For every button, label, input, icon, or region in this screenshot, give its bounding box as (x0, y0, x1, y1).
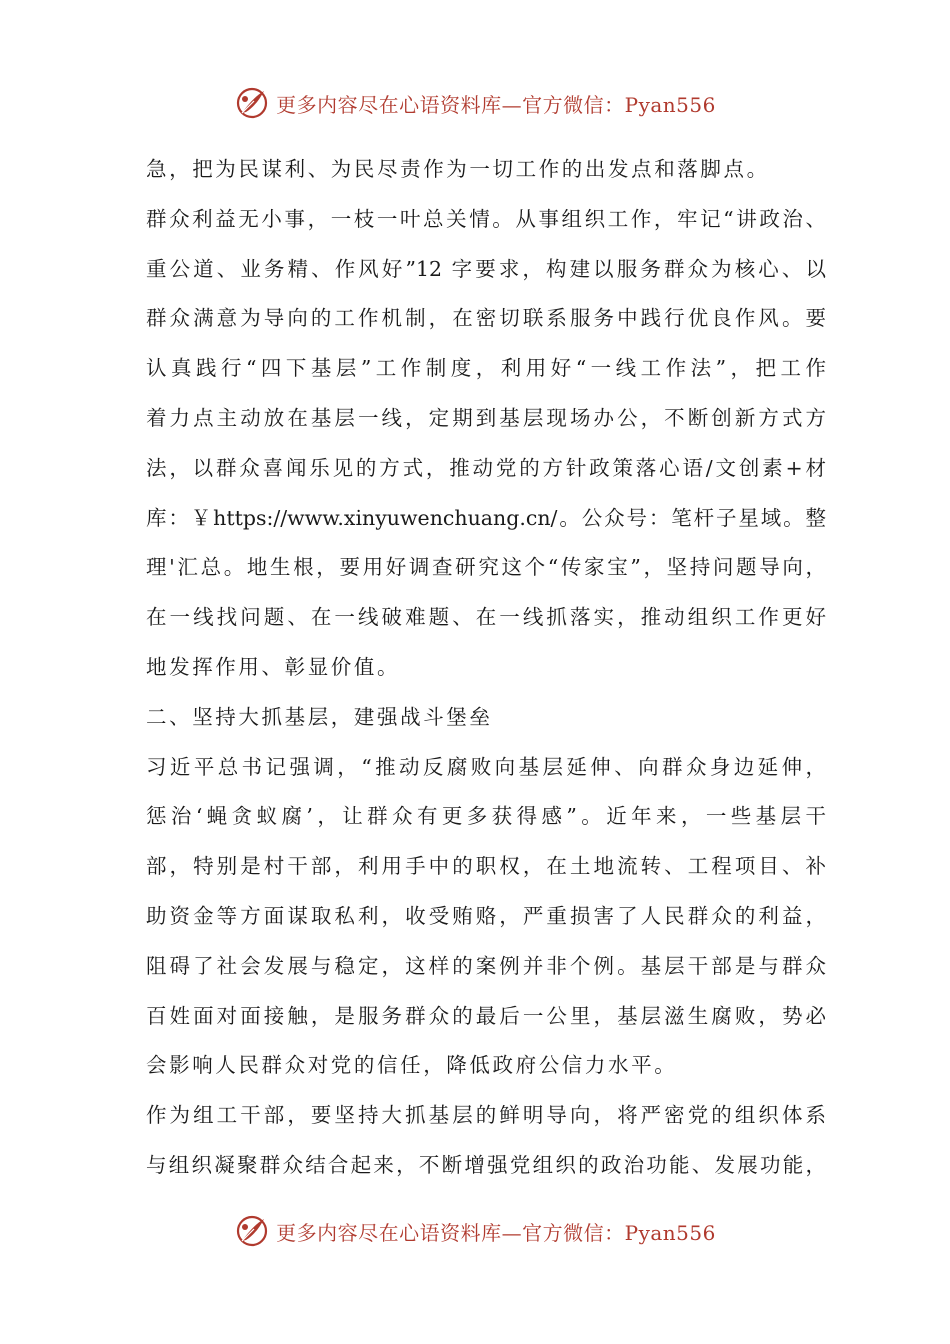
quill-logo-icon (234, 85, 270, 121)
text-line-9: 理'汇总。地生根，要用好调查研究这个“传家宝”，坚持问题导向， (146, 555, 826, 580)
text-line-13: 习近平总书记强调，“推动反腐败向基层延伸、向群众身边延伸， (146, 754, 826, 779)
footer-banner (0, 1211, 950, 1251)
text-line-10: 在一线找问题、在一线破难题、在一线抓落实，推动组织工作更好 (146, 605, 826, 630)
text-line-7: 法，以群众喜闻乐见的方式，推动党的方针政策落心语/文创素+材 (146, 455, 826, 480)
text-line-20: 作为组工干部，要坚持大抓基层的鲜明导向，将严密党的组织体系 (146, 1103, 826, 1128)
text-line-8: 库：￥https://www.xinyuwenchuang.cn/。公众号：笔杆子星域。整 (146, 505, 826, 530)
text-line-6: 着力点主动放在基层一线，定期到基层现场办公，不断创新方式方 (146, 405, 826, 430)
text-line-1: 急，把为民谋利、为民尽责作为一切工作的出发点和落脚点。 (146, 157, 770, 181)
text-line-4: 群众满意为导向的工作机制，在密切联系服务中践行优良作风。要 (146, 306, 826, 331)
quill-logo-icon (234, 1213, 270, 1249)
text-line-21: 与组织凝聚群众结合起来，不断增强党组织的政治功能、发展功能， (146, 1152, 826, 1177)
text-line-3: 重公道、业务精、作风好”12 字要求，构建以服务群众为核心、以 (146, 256, 826, 281)
footer-banner-text: 更多内容尽在心语资料库—官方微信：Pyan556 (276, 1220, 716, 1245)
header-banner-text: 更多内容尽在心语资料库—官方微信：Pyan556 (276, 92, 716, 117)
text-line-18: 百姓面对面接触，是服务群众的最后一公里，基层滋生腐败，势必 (146, 1003, 826, 1028)
text-line-11: 地发挥作用、彰显价值。 (146, 654, 401, 679)
section-heading: 二、坚持大抓基层，建强战斗堡垒 (146, 704, 493, 729)
text-line-14: 惩治‘蝇贪蚁腐’，让群众有更多获得感”。近年来，一些基层干 (146, 804, 826, 829)
document-body (146, 145, 826, 1191)
text-line-2: 群众利益无小事，一枝一叶总关情。从事组织工作，牢记“讲政治、 (146, 206, 826, 231)
text-line-15: 部，特别是村干部，利用手中的职权，在土地流转、工程项目、补 (146, 854, 826, 879)
text-line-16: 助资金等方面谋取私利，收受贿赂，严重损害了人民群众的利益， (146, 903, 826, 928)
text-line-19: 会影响人民群众对党的信任，降低政府公信力水平。 (146, 1053, 678, 1078)
text-line-17: 阻碍了社会发展与稳定，这样的案例并非个例。基层干部是与群众 (146, 953, 826, 978)
header-banner (0, 83, 950, 123)
text-line-5: 认真践行“四下基层”工作制度，利用好“一线工作法”，把工作 (146, 356, 826, 381)
